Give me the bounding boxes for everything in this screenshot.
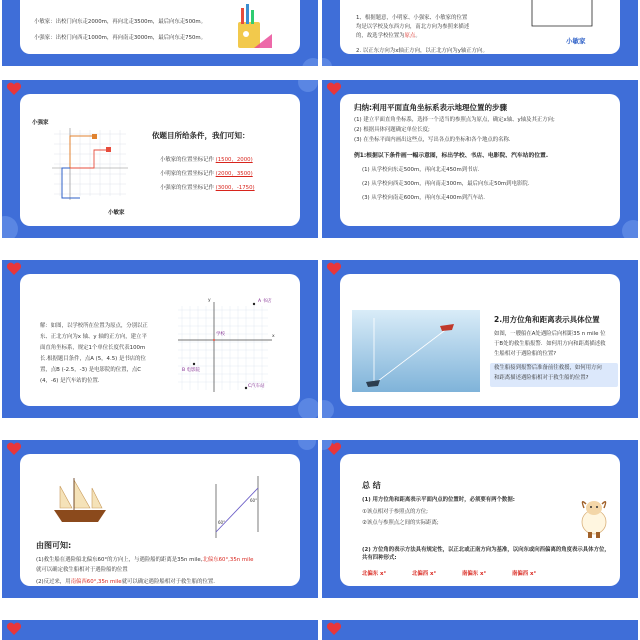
- position-row-3-value: (3000，-1750): [215, 185, 255, 191]
- decor-bubble: [302, 58, 318, 66]
- conclusion-line-2-red: 南偏西60°,35n mile: [70, 579, 122, 585]
- solution-line-5: 置，点B (-2.5，-3) 是电影院的位置，点C: [40, 367, 142, 373]
- solution-line-2: 东、正北方向为x 轴、y 轴的正方向，建立平: [40, 334, 147, 340]
- coordinate-map: [50, 124, 128, 208]
- example-item-2: (2) 从学校向西走300m，再向南走300m，最后向东走50m到电影院.: [362, 181, 530, 187]
- example-item-1: (1) 从学校向东走500m，再向北走450m到书店.: [362, 167, 480, 173]
- position-row-3: [160, 184, 255, 192]
- slide-2-card: [340, 0, 620, 54]
- heart-icon: [6, 262, 22, 276]
- position-row-2-text: 小明家的位置坐标记作: [160, 171, 214, 177]
- solution-line-3: 面直角坐标系，规定1个单位长度代表100m: [40, 345, 146, 351]
- slide-2-step-1: 1、根据题意，小明家、小强家、小敏家的位置: [356, 15, 468, 21]
- heart-icon: [326, 262, 342, 276]
- example-item-3: (3) 从学校向南走600m，再向东走400m到汽车站.: [362, 195, 486, 201]
- label-c-bus-station: C汽车站: [248, 384, 265, 389]
- slide-6[interactable]: [322, 260, 638, 418]
- heart-icon: [6, 442, 22, 456]
- highlight-line-1: 救生船接到报警后准备前往救援，如何用方向: [494, 365, 602, 371]
- slide-8-card: [340, 454, 620, 586]
- position-row-1-value: (1500，2000): [215, 157, 253, 163]
- slide-2-step-1c: [356, 32, 421, 40]
- slide-4[interactable]: [322, 80, 638, 238]
- slide-7[interactable]: [2, 440, 318, 598]
- conclusion-line-1-pre: (1)救生船在遇险船北偏东60°的方向上，与遇险船的距离是35n mile,: [36, 557, 203, 563]
- decor-bubble: [622, 220, 638, 238]
- position-row-2: [160, 170, 253, 178]
- slide-2[interactable]: [322, 0, 638, 66]
- slide-2-step-1b: 均是以学校及东西方向，南北方向为参照来描述: [356, 24, 470, 30]
- solution-line-6: (4，-6) 是汽车站的位置.: [40, 378, 100, 384]
- solution-line-4: 长.根据题目条件，点A (5，4.5) 是书店的位: [40, 356, 146, 362]
- problem-line-2: 于B处的救生船报警．如何用方向和距离描述救: [494, 341, 606, 347]
- decor-bubble: [322, 400, 334, 418]
- summary-q1-item-1: ①该点相对于参照点的方位;: [362, 509, 428, 515]
- slide-2-step-2: 2. 以正东方向为x轴正方向，以正北方向为y轴正方向。: [356, 48, 488, 54]
- slide-1-card: [20, 0, 300, 54]
- slide-3-title: 依题目所给条件，我们可知：: [152, 131, 250, 140]
- decor-bubble: [298, 398, 318, 418]
- origin-word: 原点: [404, 33, 416, 39]
- heart-icon: [6, 82, 22, 96]
- summary-q2: (2) 方位角的表示方法具有规定性，以正北或正南方向为基准，以向东或向西偏离的角度表示具体方位，共有四种形式:: [362, 547, 610, 562]
- slide-2-step-1c-text: 的，故选学校位置为: [356, 33, 405, 39]
- coordinate-grid: [178, 300, 274, 392]
- summary-step-1: (1) 建立平面直角坐标系，选择一个适当的参照点为原点，确定x轴、y轴及其正方向;: [354, 117, 555, 123]
- form-north-west: 北偏西 x°: [412, 571, 437, 577]
- problem-line-1: 如图，一艘船在A处遇险后向相距35 n mile 位: [494, 331, 606, 337]
- cartoon-sheep-icon: [574, 494, 614, 538]
- decor-bubble: [298, 80, 318, 92]
- slide-1[interactable]: [2, 0, 318, 66]
- slide-5[interactable]: [2, 260, 318, 418]
- slide-7-title: 由图可知:: [36, 541, 72, 550]
- conclusion-line-1-red: 北偏东60°,35n mile: [202, 557, 254, 563]
- position-row-1-text: 小敏家的位置坐标记作: [160, 157, 214, 163]
- xiaomin-home-label: 小敏家: [566, 37, 586, 45]
- sea-rescue-illustration: [352, 310, 480, 392]
- form-north-east: 北偏东 x°: [362, 571, 387, 577]
- slide-6-card: [340, 274, 620, 406]
- slide-1-line-2: 小强家：出校门向西走1000m，再向南走3000m，最后向东走750m。: [34, 35, 207, 41]
- summary-q1: (1) 用方位角和距离表示平面内点的位置时，必须要有两个数据:: [362, 497, 515, 503]
- heart-icon: [6, 622, 22, 636]
- bearing-diagram: [206, 474, 276, 540]
- form-south-west: 南偏西 x°: [512, 571, 537, 577]
- label-b-cinema: B 电影院: [182, 368, 201, 373]
- svg-text:60°: 60°: [250, 498, 258, 503]
- map-label-xiaoming: 小敏家: [108, 210, 125, 216]
- summary-q1-item-2: ②该点与参照点之间的实际距离;: [362, 520, 439, 526]
- label-a-bookstore: A 书店: [258, 299, 272, 304]
- position-row-1: [160, 156, 253, 164]
- conclusion-line-1: [36, 556, 253, 564]
- slide-2-step-1c-end: 。: [415, 33, 421, 39]
- slide-4-title: 归纳:利用平面直角坐标系表示地理位置的步骤: [354, 103, 507, 112]
- slide-8-title: 总 结: [362, 481, 381, 490]
- slide-3-card: [20, 94, 300, 226]
- slide-5-card: [20, 274, 300, 406]
- sailing-ship-icon: [50, 478, 110, 524]
- map-label-xiaoqiang: 小强家: [32, 120, 49, 126]
- conclusion-line-2-pre: (2)反过来，用: [36, 579, 71, 585]
- label-school: 学校: [216, 332, 225, 337]
- summary-step-3: (3) 在坐标平面内画出这些点，写出各点的坐标和各个地点的名称.: [354, 137, 511, 143]
- heart-icon: [326, 82, 342, 96]
- route-diagram: [530, 0, 600, 38]
- heart-icon: [326, 622, 342, 636]
- slide-10[interactable]: [322, 620, 638, 640]
- slide-1-line-1: 小敏家：出校门向东走2000m，再向北走3500m，最后向东走500m。: [34, 19, 207, 25]
- x-axis-label: x: [272, 334, 275, 339]
- slide-7-card: [20, 454, 300, 586]
- problem-line-3: 生船相对于遇险船的位置?: [494, 351, 557, 357]
- slide-6-title: 2.用方位角和距离表示具体位置: [494, 315, 600, 324]
- position-row-2-value: (2000，3500): [215, 171, 253, 177]
- slide-8[interactable]: [322, 440, 638, 598]
- conclusion-line-2: [36, 578, 215, 586]
- y-axis-label: y: [208, 298, 211, 303]
- solution-line-1: 解：如图，以学校所在位置为原点，分别以正: [40, 323, 148, 329]
- conclusion-line-1b: 就可以确定救生船相对于遇险船的位置: [36, 567, 128, 573]
- svg-text:60°: 60°: [218, 520, 226, 525]
- summary-step-2: (2) 根据具体问题确定单位长度;: [354, 127, 430, 133]
- form-south-east: 南偏东 x°: [462, 571, 487, 577]
- slide-4-card: [340, 94, 620, 226]
- decor-bubble: [298, 440, 316, 450]
- highlight-line-2: 和距离描述遇险船相对于救生船的位置?: [494, 375, 589, 381]
- stationery-icon: [232, 4, 274, 52]
- slide-3[interactable]: [2, 80, 318, 238]
- conclusion-line-2-post: 就可以确定遇险船相对于救生船的位置.: [121, 579, 215, 585]
- position-row-3-text: 小强家的位置坐标记作: [160, 185, 214, 191]
- slide-9[interactable]: [2, 620, 318, 640]
- example-1-title: 例1:根据以下条件画一幅示意图，标出学校、书店、电影院、汽车站的位置.: [354, 153, 549, 159]
- decor-bubble: [2, 216, 18, 238]
- decor-bubble: [322, 58, 332, 66]
